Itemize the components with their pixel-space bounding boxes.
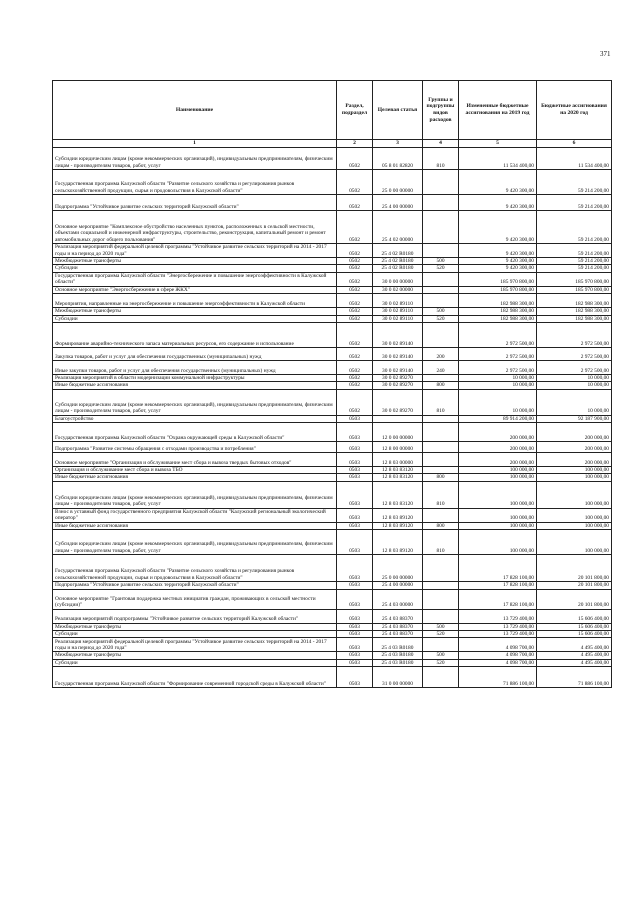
row-amount-2020-cell: 100 000,00 (537, 467, 612, 474)
row-name-cell: Благоустройство (53, 415, 337, 422)
row-amount-2020-cell: 20 101 800,00 (537, 582, 612, 589)
table-row (53, 423, 612, 442)
table-row (53, 623, 612, 630)
row-name-cell: Реализация мероприятий федеральной целевой программы "Устойчивое развитие сельских территорий на 2014 - 2017 годы и на период до 2020 года" (53, 638, 337, 652)
row-section-cell: 0503 (337, 638, 373, 652)
row-amount-2019-cell: 100 000,00 (459, 474, 537, 481)
table-row (53, 453, 612, 467)
header-amount-2019: Измененные бюджетные ассигнования на 2019 год (459, 81, 537, 140)
row-section-cell: 0503 (337, 423, 373, 442)
col-number: 2 (337, 140, 373, 148)
budget-table (52, 80, 612, 688)
row-section-cell: 0502 (337, 389, 373, 415)
table-row (53, 286, 612, 293)
row-section-cell: 0503 (337, 508, 373, 522)
row-amount-2020-cell: 4 495 400,00 (537, 659, 612, 666)
row-name-cell: Подпрограмма "Развитие системы обращения с отходами производства и потребления" (53, 442, 337, 453)
row-target-cell: 25 4 03 R0180 (373, 638, 423, 652)
row-target-cell: 30 0 02 89270 (373, 374, 423, 381)
row-target-cell: 25 4 03 R0180 (373, 659, 423, 666)
row-name-cell: Субсидии юридическим лицам (кроме некоммерческих организаций), индивидуальным предпринимателям, физическим лицам - производителям товаров, работ, услуг (53, 389, 337, 415)
row-name-cell: Субсидии юридическим лицам (кроме некоммерческих организаций), индивидуальным предпринимателям, физическим лицам - производителям товаров, работ, услуг (53, 530, 337, 555)
row-expense-type-cell (423, 423, 459, 442)
row-expense-type-cell (423, 589, 459, 609)
row-amount-2019-cell: 4 098 700,00 (459, 638, 537, 652)
row-name-cell: Основное мероприятие "Энергосбережение в сфере ЖКХ" (53, 286, 337, 293)
row-section-cell: 0502 (337, 347, 373, 360)
col-number: 4 (423, 140, 459, 148)
row-target-cell: 31 0 00 00000 (373, 667, 423, 688)
row-section-cell: 0503 (337, 652, 373, 659)
col-number: 3 (373, 140, 423, 148)
row-name-cell: Межбюджетные трансферты (53, 652, 337, 659)
row-target-cell: 05 8 01 82820 (373, 148, 423, 170)
col-number: 5 (459, 140, 537, 148)
table-row (53, 474, 612, 481)
row-section-cell: 0502 (337, 286, 373, 293)
table-row (53, 638, 612, 652)
row-amount-2020-cell: 100 000,00 (537, 508, 612, 522)
row-expense-type-cell: 810 (423, 530, 459, 555)
row-name-cell: Государственная программа Калужской области "Энергосбережение и повышение энергоэффективности в Калужской области" (53, 272, 337, 286)
row-name-cell: Субсидии (53, 659, 337, 666)
row-amount-2020-cell: 59 214 200,00 (537, 195, 612, 211)
table-row (53, 530, 612, 555)
row-section-cell: 0503 (337, 623, 373, 630)
row-name-cell: Иные бюджетные ассигнования (53, 522, 337, 529)
row-section-cell: 0502 (337, 374, 373, 381)
row-name-cell: Межбюджетные трансферты (53, 308, 337, 315)
row-amount-2019-cell: 9 420 300,00 (459, 244, 537, 258)
row-amount-2020-cell: 100 000,00 (537, 522, 612, 529)
row-amount-2019-cell: 9 420 300,00 (459, 211, 537, 244)
row-target-cell: 12 8 03 83120 (373, 481, 423, 508)
row-name-cell: Основное мероприятие "Грантовая поддержка местных инициатив граждан, проживающих в сельской местности (субсидии)" (53, 589, 337, 609)
table-row (53, 609, 612, 623)
row-section-cell: 0502 (337, 272, 373, 286)
header-section: Раздел, подраздел (337, 81, 373, 140)
header-target: Целевая статья (373, 81, 423, 140)
table-row (53, 347, 612, 360)
row-section-cell: 0502 (337, 294, 373, 308)
row-expense-type-cell: 500 (423, 308, 459, 315)
table-row (53, 630, 612, 637)
row-section-cell: 0502 (337, 360, 373, 374)
row-amount-2019-cell: 17 828 100,00 (459, 555, 537, 582)
row-amount-2019-cell: 10 000,00 (459, 389, 537, 415)
row-amount-2019-cell: 17 828 100,00 (459, 589, 537, 609)
row-name-cell: Иные закупки товаров, работ и услуг для обеспечения государственных (муниципальных) нужд (53, 360, 337, 374)
row-amount-2020-cell: 2 972 500,00 (537, 322, 612, 347)
row-section-cell: 0503 (337, 667, 373, 688)
row-name-cell: Организация и обслуживание мест сбора и вывоза ТБО (53, 467, 337, 474)
row-amount-2020-cell: 182 988 300,00 (537, 315, 612, 322)
table-row (53, 374, 612, 381)
row-amount-2019-cell: 2 972 500,00 (459, 347, 537, 360)
table-row (53, 589, 612, 609)
row-target-cell: 25 4 03 88370 (373, 609, 423, 623)
row-expense-type-cell: 800 (423, 382, 459, 389)
row-name-cell: Основное мероприятие "Комплексное обустройство населенных пунктов, расположенных в сельской местности, объектами социальной и инженерной инфраструктуры, строительство, реконструкция, капитальный ремонт и ремонт автомобильных дорог общего пользования" (53, 211, 337, 244)
row-name-cell: Подпрограмма "Устойчивое развитие сельских территорий Калужской области" (53, 582, 337, 589)
row-section-cell: 0502 (337, 148, 373, 170)
row-target-cell: 25 4 03 88370 (373, 630, 423, 637)
row-amount-2020-cell: 100 000,00 (537, 530, 612, 555)
row-amount-2020-cell: 182 988 300,00 (537, 308, 612, 315)
row-target-cell: 30 0 02 89140 (373, 322, 423, 347)
row-name-cell: Мероприятия, направленные на энергосбережение и повышение энергоэффективности в Калужской области (53, 294, 337, 308)
row-amount-2020-cell: 100 000,00 (537, 481, 612, 508)
row-expense-type-cell (423, 211, 459, 244)
row-amount-2019-cell: 89 914 200,00 (459, 415, 537, 422)
row-expense-type-cell: 500 (423, 652, 459, 659)
row-name-cell: Субсидии (53, 265, 337, 272)
row-section-cell: 0502 (337, 308, 373, 315)
row-target-cell: 12 8 03 00000 (373, 453, 423, 467)
row-expense-type-cell (423, 415, 459, 422)
row-amount-2020-cell: 10 000,00 (537, 382, 612, 389)
table-row (53, 442, 612, 453)
row-target-cell: 30 0 02 89270 (373, 389, 423, 415)
table-row (53, 148, 612, 170)
row-expense-type-cell (423, 582, 459, 589)
row-amount-2019-cell: 4 098 700,00 (459, 659, 537, 666)
row-amount-2020-cell: 182 988 300,00 (537, 294, 612, 308)
row-amount-2020-cell: 10 000,00 (537, 374, 612, 381)
row-section-cell: 0503 (337, 453, 373, 467)
table-row (53, 652, 612, 659)
row-name-cell: Подпрограмма "Устойчивое развитие сельских территорий Калужской области" (53, 195, 337, 211)
row-amount-2020-cell: 10 000,00 (537, 389, 612, 415)
row-amount-2019-cell: 100 000,00 (459, 467, 537, 474)
row-expense-type-cell: 500 (423, 258, 459, 265)
row-amount-2020-cell: 185 970 800,00 (537, 272, 612, 286)
row-name-cell: Субсидии юридическим лицам (кроме некоммерческих организаций), индивидуальным предпринимателям, физическим лицам - производителям товаров, работ, услуг (53, 148, 337, 170)
row-amount-2019-cell: 4 098 700,00 (459, 652, 537, 659)
row-amount-2019-cell: 71 886 100,00 (459, 667, 537, 688)
row-amount-2020-cell: 59 214 200,00 (537, 170, 612, 195)
row-amount-2019-cell: 200 000,00 (459, 423, 537, 442)
row-target-cell: 30 0 02 89140 (373, 360, 423, 374)
row-expense-type-cell (423, 374, 459, 381)
row-target-cell: 25 4 03 00000 (373, 589, 423, 609)
table-row (53, 522, 612, 529)
row-amount-2019-cell: 185 970 800,00 (459, 286, 537, 293)
row-amount-2019-cell: 200 000,00 (459, 442, 537, 453)
table-row (53, 508, 612, 522)
table-row (53, 315, 612, 322)
table-row (53, 294, 612, 308)
row-amount-2020-cell: 15 606 400,00 (537, 609, 612, 623)
row-section-cell: 0503 (337, 609, 373, 623)
row-amount-2019-cell: 2 972 500,00 (459, 322, 537, 347)
row-amount-2019-cell: 200 000,00 (459, 453, 537, 467)
row-name-cell: Реализация мероприятий в области модернизации коммунальной инфраструктуры (53, 374, 337, 381)
row-name-cell: Государственная программа Калужской области "Формирование современной городской среды в Калужской области" (53, 667, 337, 688)
row-amount-2020-cell: 11 534 400,00 (537, 148, 612, 170)
row-amount-2020-cell: 20 101 800,00 (537, 589, 612, 609)
row-section-cell: 0503 (337, 442, 373, 453)
row-name-cell: Реализация мероприятий подпрограммы "Устойчивое развитие сельских территорий Калужской области" (53, 609, 337, 623)
row-target-cell: 30 0 02 00000 (373, 286, 423, 293)
row-section-cell: 0503 (337, 481, 373, 508)
row-amount-2020-cell: 4 495 400,00 (537, 652, 612, 659)
table-row (53, 272, 612, 286)
row-section-cell: 0502 (337, 315, 373, 322)
col-number: 1 (53, 140, 337, 148)
row-name-cell: Субсидии юридическим лицам (кроме некоммерческих организаций), индивидуальным предпринимателям, физическим лицам - производителям товаров, работ, услуг (53, 481, 337, 508)
row-expense-type-cell (423, 667, 459, 688)
row-expense-type-cell: 240 (423, 360, 459, 374)
table-row (53, 308, 612, 315)
row-expense-type-cell (423, 453, 459, 467)
row-amount-2020-cell: 200 000,00 (537, 423, 612, 442)
row-section-cell: 0503 (337, 555, 373, 582)
row-amount-2020-cell: 15 606 400,00 (537, 623, 612, 630)
row-name-cell: Государственная программа Калужской области "Охрана окружающей среды в Калужской области" (53, 423, 337, 442)
table-row (53, 265, 612, 272)
row-section-cell: 0503 (337, 522, 373, 529)
row-amount-2020-cell: 59 214 200,00 (537, 265, 612, 272)
row-target-cell: 12 8 00 00000 (373, 442, 423, 453)
row-expense-type-cell: 500 (423, 623, 459, 630)
table-row (53, 555, 612, 582)
row-amount-2019-cell: 100 000,00 (459, 508, 537, 522)
row-amount-2019-cell: 100 000,00 (459, 481, 537, 508)
header-amount-2020: Бюджетные ассигнования на 2020 год (537, 81, 612, 140)
table-row (53, 360, 612, 374)
row-section-cell: 0502 (337, 211, 373, 244)
row-amount-2019-cell: 13 729 400,00 (459, 630, 537, 637)
row-section-cell: 0503 (337, 467, 373, 474)
row-target-cell: 25 4 02 00000 (373, 211, 423, 244)
row-expense-type-cell (423, 170, 459, 195)
row-expense-type-cell: 810 (423, 481, 459, 508)
col-number: 6 (537, 140, 612, 148)
row-section-cell: 0502 (337, 244, 373, 258)
row-amount-2019-cell: 182 988 300,00 (459, 315, 537, 322)
row-section-cell: 0502 (337, 322, 373, 347)
row-section-cell: 0503 (337, 474, 373, 481)
row-target-cell: 30 0 02 89270 (373, 382, 423, 389)
row-target-cell: 12 8 03 83120 (373, 467, 423, 474)
table-row (53, 467, 612, 474)
row-section-cell: 0503 (337, 589, 373, 609)
row-expense-type-cell (423, 286, 459, 293)
row-target-cell: 25 4 00 00000 (373, 195, 423, 211)
row-amount-2020-cell: 4 495 400,00 (537, 638, 612, 652)
row-section-cell: 0503 (337, 630, 373, 637)
table-row (53, 170, 612, 195)
row-target-cell: 25 0 00 00000 (373, 555, 423, 582)
row-target-cell (373, 415, 423, 422)
row-expense-type-cell (423, 609, 459, 623)
row-section-cell: 0503 (337, 659, 373, 666)
row-amount-2019-cell: 11 534 400,00 (459, 148, 537, 170)
row-expense-type-cell: 810 (423, 389, 459, 415)
row-amount-2020-cell: 92 187 900,00 (537, 415, 612, 422)
row-amount-2020-cell: 200 000,00 (537, 442, 612, 453)
row-expense-type-cell: 800 (423, 522, 459, 529)
row-section-cell: 0502 (337, 170, 373, 195)
row-name-cell: Субсидии (53, 315, 337, 322)
table-row (53, 667, 612, 688)
row-expense-type-cell (423, 442, 459, 453)
row-name-cell: Иные бюджетные ассигнования (53, 382, 337, 389)
table-row (53, 195, 612, 211)
row-expense-type-cell (423, 508, 459, 522)
row-name-cell: Субсидии (53, 630, 337, 637)
row-amount-2020-cell: 185 970 800,00 (537, 286, 612, 293)
row-target-cell: 25 0 00 00000 (373, 170, 423, 195)
table-row (53, 481, 612, 508)
row-amount-2019-cell: 100 000,00 (459, 530, 537, 555)
row-target-cell: 12 8 03 89120 (373, 508, 423, 522)
row-name-cell: Формирование аварийно-технического запаса материальных ресурсов, его содержание и использование (53, 322, 337, 347)
row-expense-type-cell: 520 (423, 659, 459, 666)
table-row (53, 211, 612, 244)
row-target-cell: 12 0 00 00000 (373, 423, 423, 442)
table-row (53, 659, 612, 666)
row-amount-2020-cell: 20 101 800,00 (537, 555, 612, 582)
table-row (53, 582, 612, 589)
row-target-cell: 12 8 03 83120 (373, 474, 423, 481)
row-target-cell: 25 4 03 R0180 (373, 652, 423, 659)
table-row (53, 415, 612, 422)
row-expense-type-cell: 810 (423, 148, 459, 170)
row-expense-type-cell: 520 (423, 630, 459, 637)
row-section-cell: 0503 (337, 530, 373, 555)
row-target-cell: 25 4 03 88370 (373, 623, 423, 630)
row-target-cell: 12 8 03 89120 (373, 530, 423, 555)
row-section-cell: 0503 (337, 415, 373, 422)
row-target-cell: 25 4 02 R0180 (373, 244, 423, 258)
row-target-cell: 30 0 02 89140 (373, 347, 423, 360)
row-amount-2019-cell: 13 729 400,00 (459, 609, 537, 623)
row-name-cell: Взнос в уставный фонд государственного предприятия Калужской области "Калужский региональный экологический оператор" (53, 508, 337, 522)
row-amount-2019-cell: 9 420 300,00 (459, 170, 537, 195)
row-amount-2019-cell: 2 972 500,00 (459, 360, 537, 374)
row-amount-2019-cell: 10 000,00 (459, 382, 537, 389)
row-target-cell: 25 4 02 R0180 (373, 265, 423, 272)
row-expense-type-cell (423, 638, 459, 652)
row-section-cell: 0503 (337, 582, 373, 589)
row-amount-2020-cell: 71 886 100,00 (537, 667, 612, 688)
row-section-cell: 0502 (337, 382, 373, 389)
row-amount-2020-cell: 200 000,00 (537, 453, 612, 467)
row-expense-type-cell (423, 467, 459, 474)
row-section-cell: 0502 (337, 258, 373, 265)
row-target-cell: 30 0 02 89110 (373, 294, 423, 308)
row-amount-2019-cell: 17 828 100,00 (459, 582, 537, 589)
row-expense-type-cell: 200 (423, 347, 459, 360)
row-expense-type-cell: 800 (423, 474, 459, 481)
row-expense-type-cell: 520 (423, 315, 459, 322)
row-name-cell: Основное мероприятие "Организация и обслуживание мест сбора и вывоза твердых бытовых отходов" (53, 453, 337, 467)
header-name: Наименование (53, 81, 337, 140)
row-amount-2020-cell: 2 972 500,00 (537, 347, 612, 360)
table-row (53, 258, 612, 265)
row-expense-type-cell (423, 195, 459, 211)
row-expense-type-cell (423, 244, 459, 258)
row-amount-2019-cell: 13 729 400,00 (459, 623, 537, 630)
row-amount-2019-cell: 10 000,00 (459, 374, 537, 381)
page-number: 371 (600, 50, 611, 58)
row-amount-2020-cell: 59 214 200,00 (537, 244, 612, 258)
row-name-cell: Реализация мероприятий федеральной целевой программы "Устойчивое развитие сельских территорий на 2014 - 2017 годы и на период до 2020 года" (53, 244, 337, 258)
row-amount-2020-cell: 59 214 200,00 (537, 258, 612, 265)
row-name-cell: Закупка товаров, работ и услуг для обеспечения государственных (муниципальных) нужд (53, 347, 337, 360)
table-row (53, 244, 612, 258)
row-amount-2019-cell: 185 970 800,00 (459, 272, 537, 286)
row-expense-type-cell (423, 555, 459, 582)
table-row (53, 322, 612, 347)
row-section-cell: 0502 (337, 195, 373, 211)
row-amount-2020-cell: 15 606 400,00 (537, 630, 612, 637)
row-amount-2020-cell: 59 214 200,00 (537, 211, 612, 244)
row-target-cell: 12 8 03 89120 (373, 522, 423, 529)
row-target-cell: 30 0 02 89110 (373, 308, 423, 315)
header-expense-type: Группы и подгруппы видов расходов (423, 81, 459, 140)
row-expense-type-cell (423, 294, 459, 308)
row-target-cell: 30 0 02 89110 (373, 315, 423, 322)
row-amount-2019-cell: 182 988 300,00 (459, 294, 537, 308)
table-row (53, 382, 612, 389)
row-target-cell: 25 4 02 R0180 (373, 258, 423, 265)
row-expense-type-cell: 520 (423, 265, 459, 272)
row-amount-2019-cell: 100 000,00 (459, 522, 537, 529)
row-name-cell: Государственная программа Калужской области "Развитие сельского хозяйства и регулирования рынков сельскохозяйственной продукции, сырья и продовольствия в Калужской области" (53, 555, 337, 582)
row-amount-2020-cell: 100 000,00 (537, 474, 612, 481)
table-row (53, 389, 612, 415)
row-name-cell: Иные бюджетные ассигнования (53, 474, 337, 481)
row-amount-2019-cell: 182 988 300,00 (459, 308, 537, 315)
row-amount-2020-cell: 2 972 500,00 (537, 360, 612, 374)
row-name-cell: Межбюджетные трансферты (53, 258, 337, 265)
row-expense-type-cell (423, 322, 459, 347)
row-section-cell: 0502 (337, 265, 373, 272)
row-target-cell: 25 4 00 00000 (373, 582, 423, 589)
row-amount-2019-cell: 9 420 300,00 (459, 265, 537, 272)
row-expense-type-cell (423, 272, 459, 286)
row-name-cell: Межбюджетные трансферты (53, 623, 337, 630)
row-name-cell: Государственная программа Калужской области "Развитие сельского хозяйства и регулирования рынков сельскохозяйственной продукции, сырья и продовольствия в Калужской области" (53, 170, 337, 195)
row-amount-2019-cell: 9 420 300,00 (459, 258, 537, 265)
row-target-cell: 30 0 00 00000 (373, 272, 423, 286)
row-amount-2019-cell: 9 420 300,00 (459, 195, 537, 211)
